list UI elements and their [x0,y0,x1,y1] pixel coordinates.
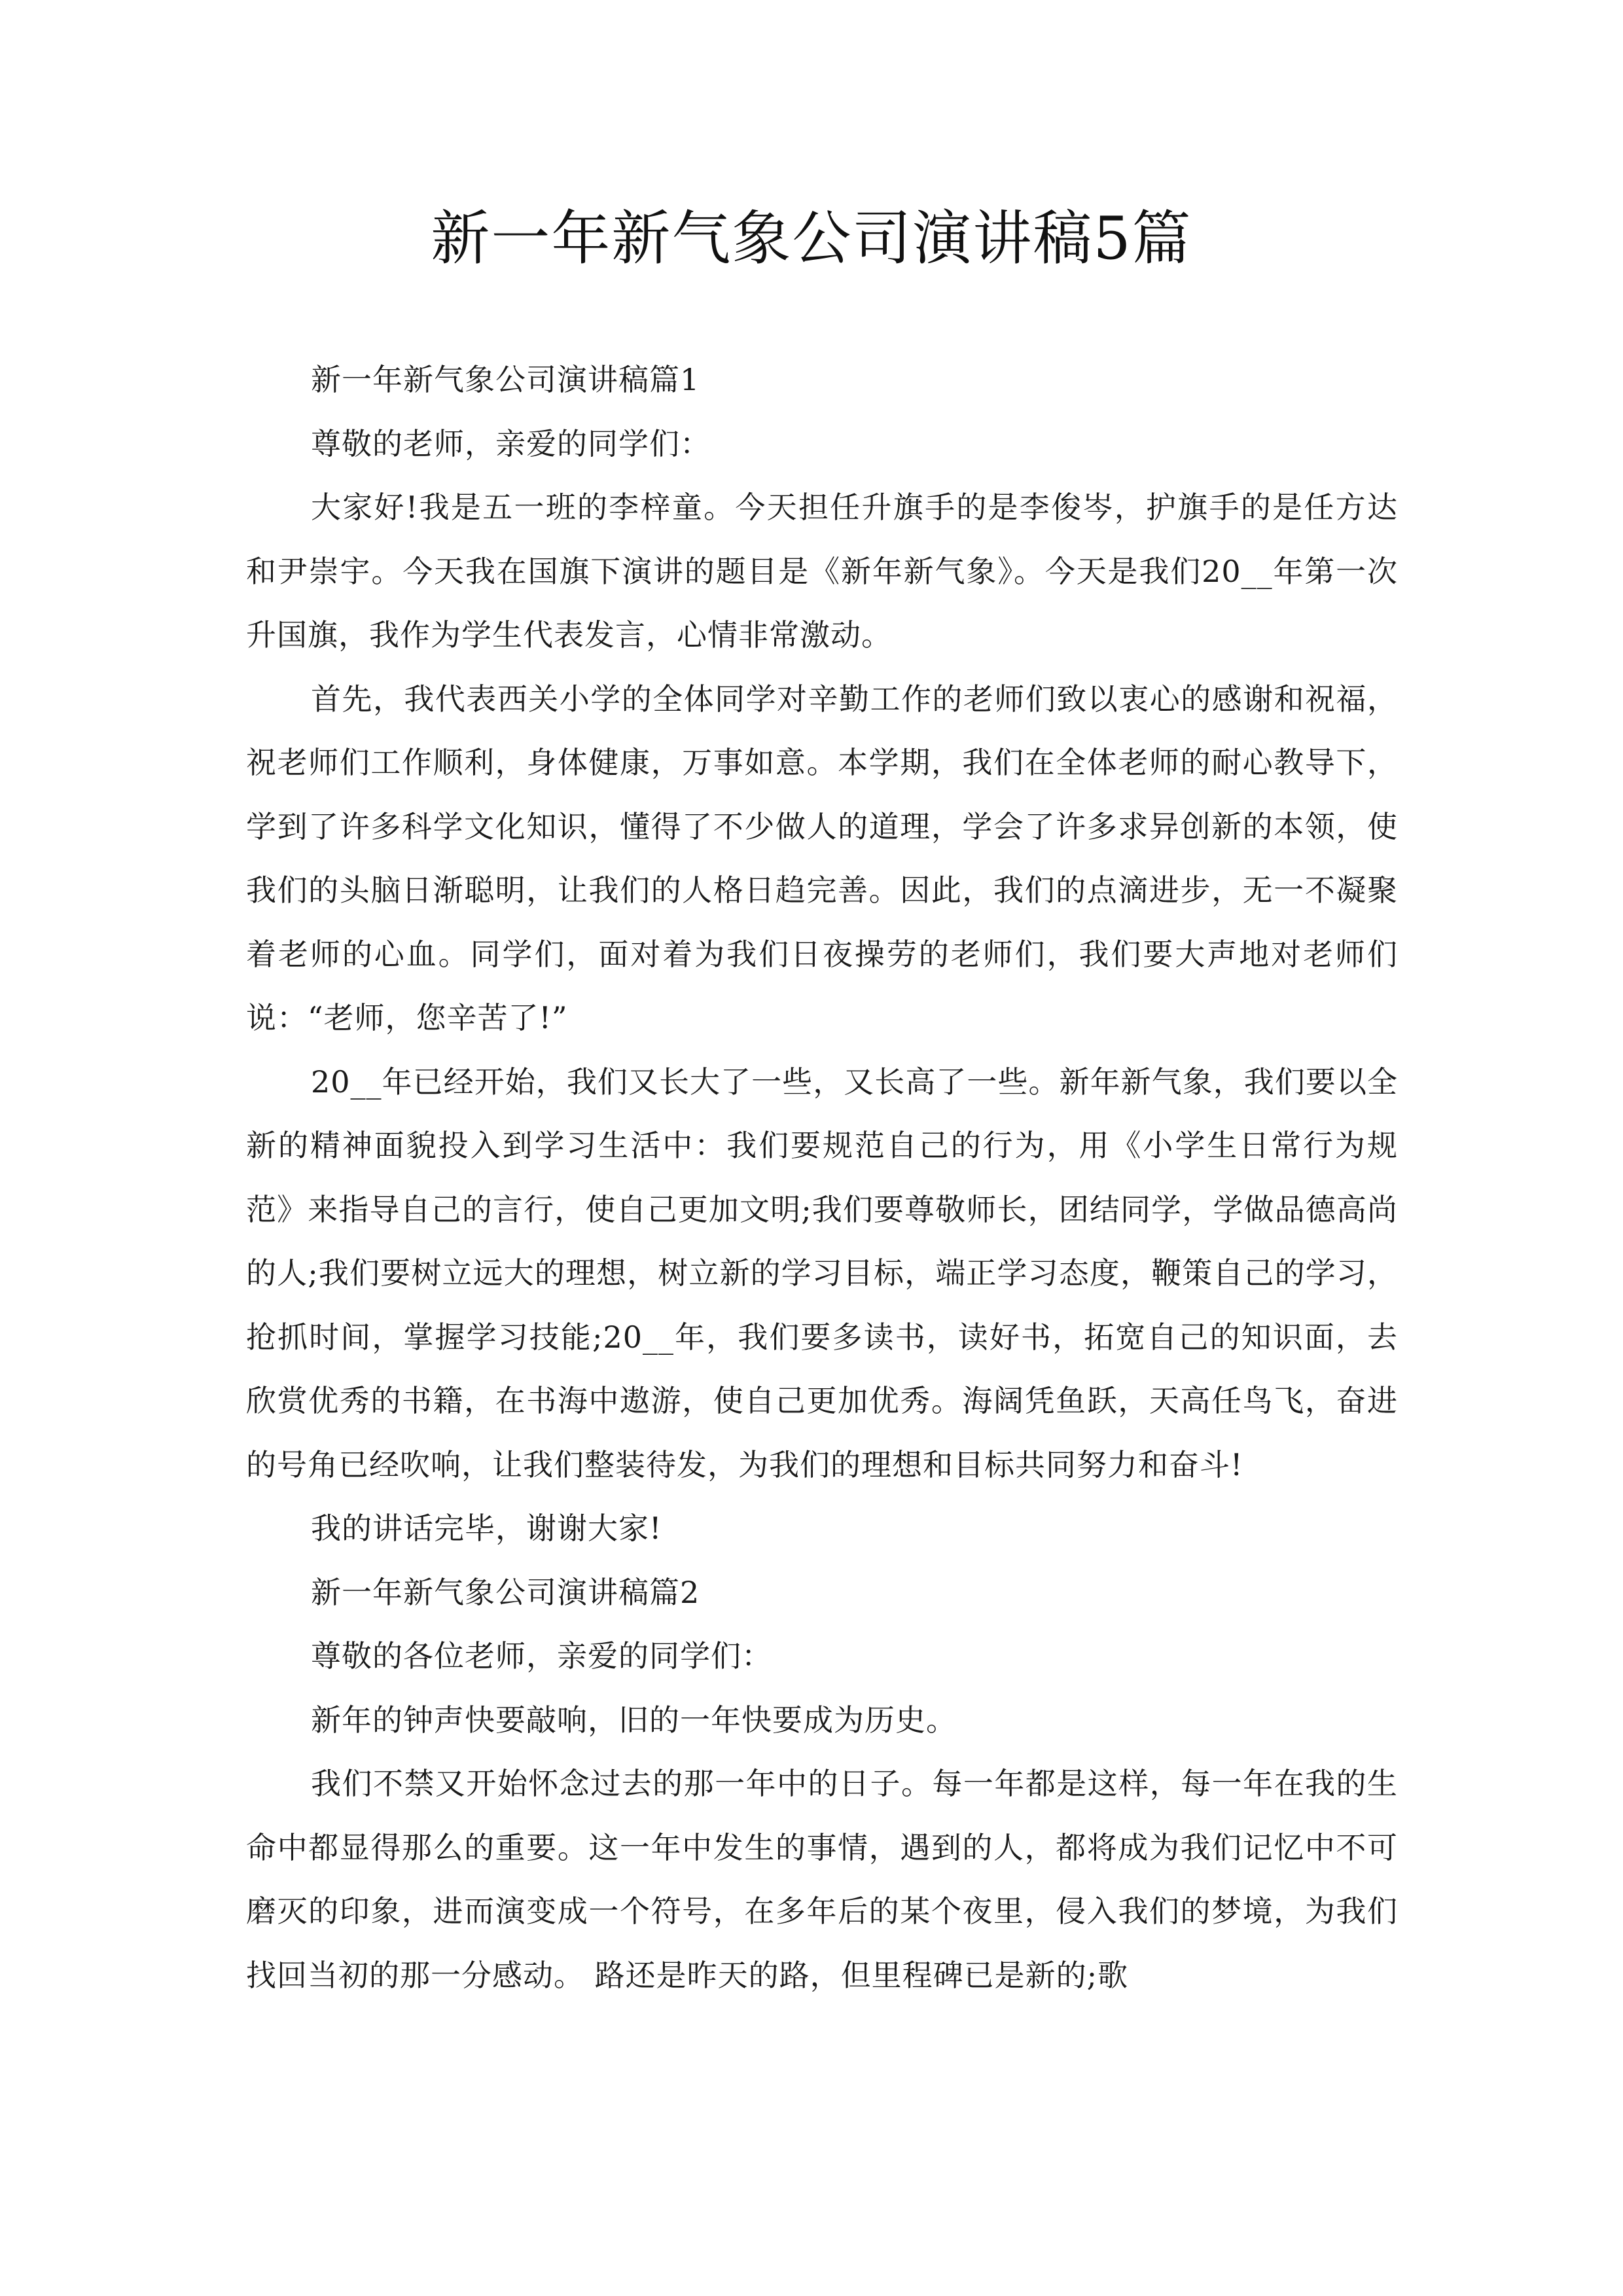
salutation-1: 尊敬的老师，亲爱的同学们： [311,425,711,461]
salutation-2: 尊敬的各位老师，亲爱的同学们： [311,1638,772,1674]
document-body [246,348,1398,2007]
document-title: 新一年新气象公司演讲稿5篇 [431,204,1192,273]
paragraph: 20__年已经开始，我们又长大了一些，又长高了一些。新年新气象，我们要以全新的精神面貌投入到学习生活中：我们要规范自己的行为，用《小学生日常行为规范》来指导自己的言行，使自己更加文明;我们要尊敬师长，团结同学，学做品德高尚的人;我们要树立远大的理想，树立新的学习目标，端正学习态度，鞭策自己的学习，抢抓时间，掌握学习技能;20__年，我们要多读书，读好书，拓宽自己的知识面，去欣赏优秀的书籍，在书海中遨游，使自己更加优秀。海阔凭鱼跃，天高任鸟飞，奋进的号角已经吹响，让我们整装待发，为我们的理想和目标共同努力和奋斗! [246,1064,1398,1482]
paragraph: 我们不禁又开始怀念过去的那一年中的日子。每一年都是这样，每一年在我的生命中都显得那么的重要。这一年中发生的事情，遇到的人，都将成为我们记忆中不可磨灭的印象，进而演变成一个符号，在多年后的某个夜里，侵入我们的梦境，为我们找回当初的那一分感动。 路还是昨天的路，但里程碑已是新的;歌 [246,1766,1398,1993]
paragraph: 首先，我代表西关小学的全体同学对辛勤工作的老师们致以衷心的感谢和祝福，祝老师们工作顺利，身体健康，万事如意。本学期，我们在全体老师的耐心教导下，学到了许多科学文化知识，懂得了不少做人的道理，学会了许多求异创新的本领，使我们的头脑日渐聪明，让我们的人格日趋完善。因此，我们的点滴进步，无一不凝聚着老师的心血。同学们，面对着为我们日夜操劳的老师们，我们要大声地对老师们说：“老师，您辛苦了!” [246,681,1398,1035]
paragraph: 新年的钟声快要敲响，旧的一年快要成为历史。 [311,1702,957,1738]
section-heading-1: 新一年新气象公司演讲稿篇1 [311,362,700,397]
paragraph: 大家好!我是五一班的李梓童。今天担任升旗手的是李俊岑，护旗手的是任方达和尹崇宇。今天我在国旗下演讲的题目是《新年新气象》。今天是我们20__年第一次升国旗，我作为学生代表发言，心情非常激动。 [246,490,1398,653]
section-heading-2: 新一年新气象公司演讲稿篇2 [311,1574,700,1610]
closing-line: 我的讲话完毕，谢谢大家! [311,1511,662,1546]
